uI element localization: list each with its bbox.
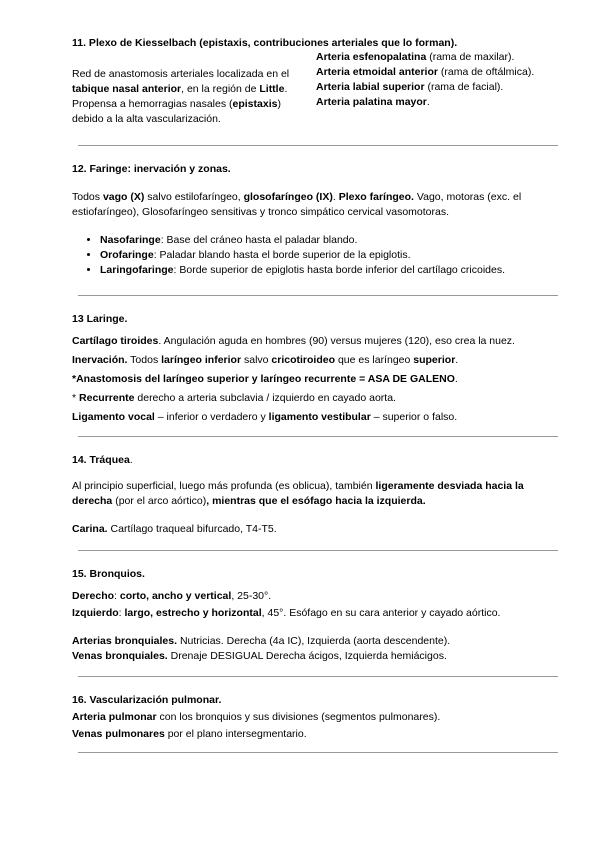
bold-text: cricotiroideo: [271, 354, 336, 366]
section-14-title: [72, 453, 556, 467]
bold-text: Recurrente: [79, 392, 135, 404]
text: con los bronquios y sus divisiones (segmentos pulmonares).: [156, 711, 441, 723]
bold-text: Derecho: [72, 590, 115, 602]
text: .: [454, 373, 458, 385]
text: .: [332, 191, 339, 203]
text: – inferior o verdadero y: [154, 411, 269, 423]
bold-text: Ligamento vocal: [72, 411, 155, 423]
text: *: [72, 392, 80, 404]
artery-item: [316, 65, 556, 80]
text: que es laríngeo: [335, 354, 414, 366]
bold-text: superior: [413, 354, 456, 366]
section-15: [72, 567, 556, 664]
text: : Paladar blando hasta el borde superior de la epiglotis.: [153, 249, 411, 261]
artery-item: [316, 50, 556, 65]
section-15-veins: [72, 649, 556, 664]
bold-text: ligeramente desviada hacia la derecha: [72, 480, 524, 507]
bold-text: Carina.: [72, 523, 108, 535]
text: por el plano intersegmentario.: [164, 728, 307, 740]
text: Todos: [127, 354, 162, 366]
text: ) debido a la alta vascularización.: [72, 98, 281, 125]
bold-text: Arteria pulmonar: [72, 711, 157, 723]
section-15-left-bronchus: [72, 606, 556, 621]
section-11-description: [72, 67, 297, 127]
section-14-paragraph: [72, 479, 556, 509]
bold-text: Nasofaringe: [100, 234, 161, 246]
text: :: [114, 590, 120, 602]
bold-text: Venas pulmonares: [72, 728, 165, 740]
section-13-row: [72, 353, 556, 368]
text: .: [426, 96, 430, 108]
bold-text: vago (X): [102, 191, 145, 203]
bold-text: Arteria etmoidal anterior: [316, 66, 438, 78]
section-11-left-column: [72, 50, 297, 127]
section-12: [72, 162, 556, 278]
section-16: [72, 693, 556, 742]
bold-text: laríngeo inferior: [161, 354, 242, 366]
bold-text: , mientras que el esófago hacia la izquierda.: [206, 495, 426, 507]
section-16-title: 16. Vascularización pulmonar.: [72, 694, 222, 706]
section-12-paragraph: [72, 190, 556, 220]
section-13: [72, 312, 556, 425]
text: , en la región de: [181, 83, 260, 95]
bold-text: 14. Tráquea: [72, 454, 130, 466]
text: Vago, motoras (exc. el estiofaríngeo), Glosofaríngeo sensitivas y tronco simpático cervical vasomotoras.: [72, 191, 522, 218]
list-item: [100, 263, 556, 278]
section-11-columns: [72, 50, 556, 127]
section-11-title: 11. Plexo de Kiesselbach (epistaxis, contribuciones arteriales que lo forman).: [72, 37, 458, 49]
text: : Borde superior de epiglotis hasta borde inferior del cartílago cricoides.: [173, 264, 506, 276]
bold-text: Arteria palatina mayor: [316, 96, 427, 108]
bold-text: glosofaríngeo (IX): [243, 191, 333, 203]
bold-text: corto, ancho y vertical: [119, 590, 232, 602]
bold-text: Arteria esfenopalatina: [316, 51, 427, 63]
bold-text: Venas bronquiales.: [72, 650, 168, 662]
bold-text: Orofaringe: [100, 249, 154, 261]
text: (rama de facial).: [424, 81, 504, 93]
text: Cartílago traqueal bifurcado, T4-T5.: [107, 523, 277, 535]
bold-text: Cartílago tiroides: [72, 335, 159, 347]
text: .: [284, 83, 288, 95]
text: derecho a arteria subclavia / izquierdo en cayado aorta.: [134, 392, 396, 404]
artery-item: [316, 95, 556, 110]
text: , 25-30°.: [231, 590, 272, 602]
section-12-title: 12. Faringe: inervación y zonas.: [72, 163, 231, 175]
section-13-row: [72, 391, 556, 406]
bold-text: Arteria labial superior: [316, 81, 425, 93]
text: Nutricias. Derecha (4a IC), Izquierda (aorta descendente).: [177, 635, 451, 647]
text: Propensa a hemorragias nasales (: [72, 98, 233, 110]
text: – superior o falso.: [370, 411, 458, 423]
bold-text: largo, estrecho y horizontal: [124, 607, 262, 619]
section-15-arteries: [72, 634, 556, 649]
list-item: [100, 233, 556, 248]
bold-text: Inervación.: [72, 354, 128, 366]
section-13-title: 13 Laringe.: [72, 313, 128, 325]
divider: [78, 676, 558, 677]
text: Red de anastomosis arteriales localizada en el: [72, 68, 290, 80]
section-11-arteries-list: [316, 50, 556, 127]
text: : Base del cráneo hasta el paladar blando.: [160, 234, 358, 246]
section-15-title: 15. Bronquios.: [72, 568, 145, 580]
text: (rama de maxilar).: [426, 51, 515, 63]
document-page: [72, 36, 556, 769]
section-15-right-bronchus: [72, 589, 556, 604]
divider: [78, 752, 558, 753]
bold-text: ligamento vestibular: [268, 411, 371, 423]
divider: [78, 145, 558, 146]
section-14-carina: [72, 522, 556, 537]
section-13-row: [72, 372, 556, 387]
bold-text: Little: [259, 83, 285, 95]
artery-item: [316, 80, 556, 95]
text: :: [118, 607, 125, 619]
bold-text: Plexo faríngeo.: [338, 191, 414, 203]
divider: [78, 295, 558, 296]
divider: [78, 436, 558, 437]
text: . Angulación aguda en hombres (90) versus mujeres (120), eso crea la nuez.: [158, 335, 515, 347]
pharynx-zones-list: [72, 233, 556, 278]
bold-text: tabique nasal anterior: [72, 83, 182, 95]
text: .: [455, 354, 459, 366]
text: Al principio superficial, luego más profunda (es oblicua), también: [72, 480, 376, 492]
section-13-row: [72, 410, 556, 425]
text: , 45°. Esófago en su cara anterior y cayado aórtico.: [261, 607, 501, 619]
section-14: [72, 453, 556, 537]
section-13-row: [72, 334, 556, 349]
bold-text: Arterias bronquiales.: [72, 635, 178, 647]
text: salvo estilofaríngeo,: [144, 191, 244, 203]
text: (por el arco aórtico): [112, 495, 207, 507]
section-16-artery: [72, 710, 556, 725]
bold-text: *Anastomosis del laríngeo superior y laríngeo recurrente = ASA DE GALENO: [72, 373, 455, 385]
bold-text: Izquierdo: [72, 607, 119, 619]
text: salvo: [241, 354, 272, 366]
bold-text: epistaxis: [232, 98, 278, 110]
divider: [78, 550, 558, 551]
bold-text: Laringofaringe: [100, 264, 174, 276]
text: Todos: [72, 191, 103, 203]
text: Drenaje DESIGUAL Derecha ácigos, Izquierda hemiácigos.: [167, 650, 447, 662]
text: (rama de oftálmica).: [437, 66, 535, 78]
text: .: [129, 454, 133, 466]
section-11: [72, 36, 556, 127]
section-16-veins: [72, 727, 556, 742]
list-item: [100, 248, 556, 263]
